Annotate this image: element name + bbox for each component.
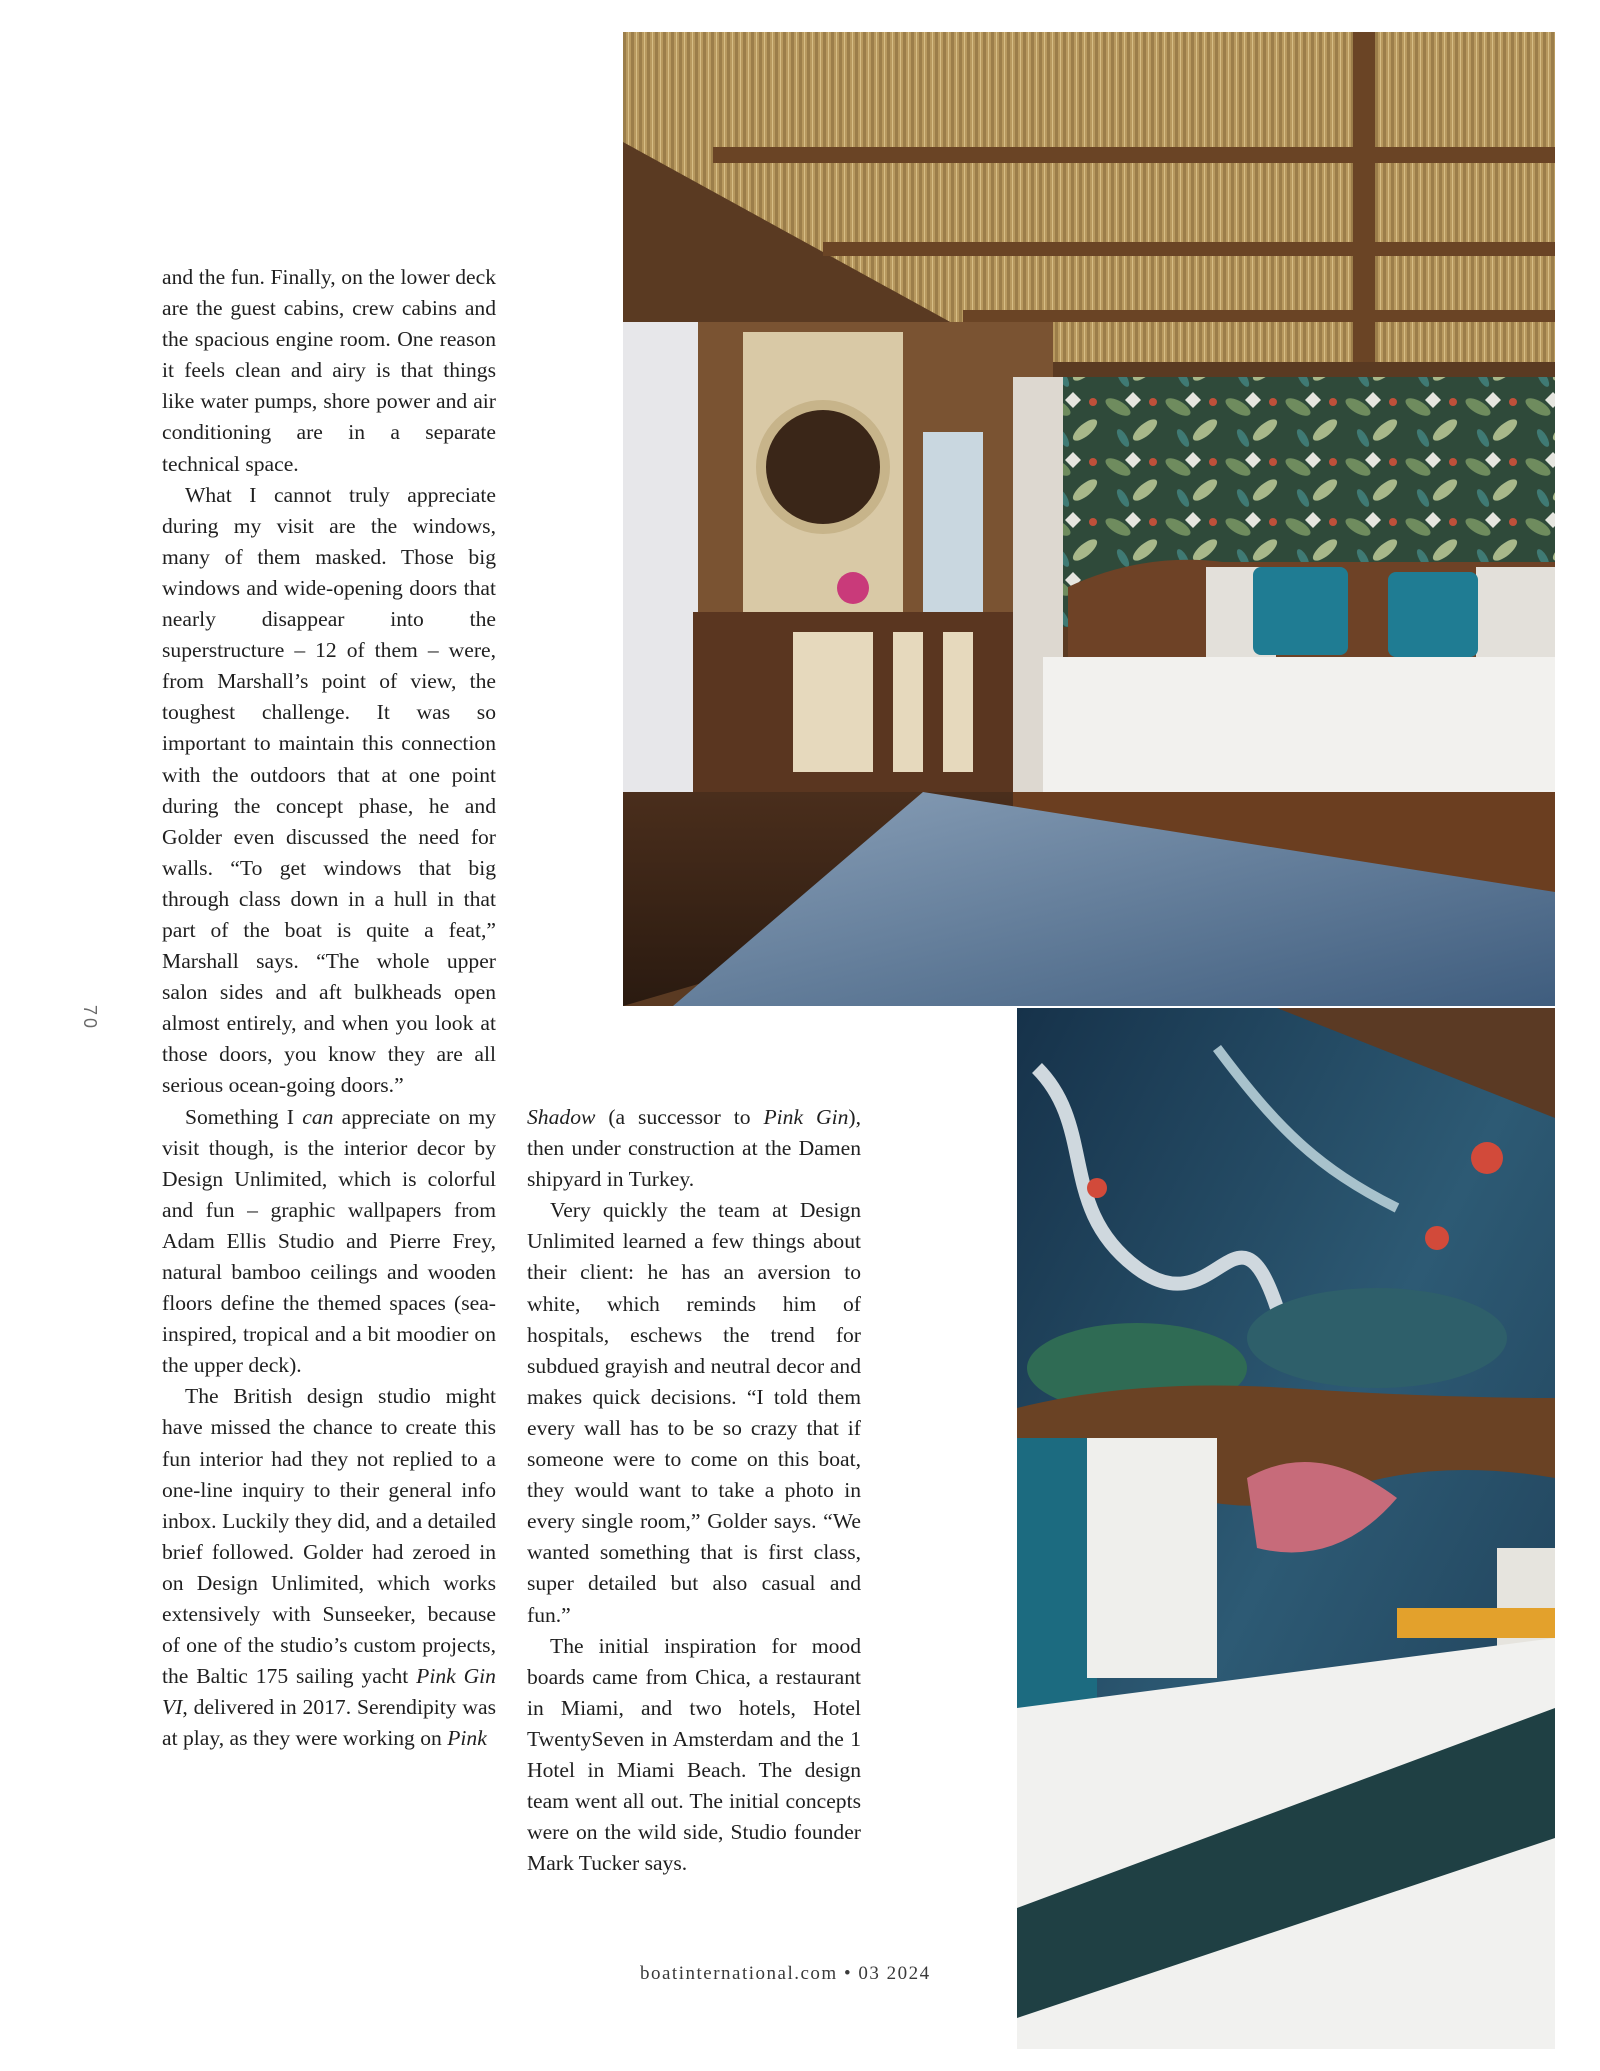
article-column-left — [162, 262, 496, 1755]
cabin-photo-bottom — [1017, 1008, 1555, 2049]
paragraph: What I cannot truly appreciate during my visit are the windows, many of them masked. Those big windows and wide-opening doors that nearly disappear into the superstructure – 12 of them – were, from Marshall’s point of view, the toughest challenge. It was so important to maintain this connection with the outdoors that at one point during the concept phase, he and Golder even discussed the need for walls. “To get windows that big through class down in a hull in that part of the boat is quite a feat,” Marshall says. “The whole upper salon sides and aft bulkheads open almost entirely, and when you look at those doors, you know they are all serious ocean-going doors.” — [162, 482, 496, 1098]
article-column-right — [527, 1102, 861, 1879]
footer-site: boatinternational.com — [640, 1963, 838, 1984]
paragraph: Shadow (a successor to Pink Gin), then under construction at the Damen shipyard in Turkey. — [527, 1105, 861, 1192]
paragraph: and the fun. Finally, on the lower deck are the guest cabins, crew cabins and the spacious engine room. One reason it feels clean and airy is that things like water pumps, shore power and air conditioning are in a separate technical space. — [162, 265, 496, 476]
paragraph: Very quickly the team at Design Unlimited learned a few things about their client: he has an aversion to white, which reminds him of hospitals, eschews the trend for subdued grayish and neutral decor and makes quick decisions. “I told them every wall has to be so crazy that if someone were to come on this boat, they would want to take a photo in every single room,” Golder says. “We wanted something that is first class, super detailed but also casual and fun.” — [527, 1198, 861, 1627]
footer-issue: 03 2024 — [858, 1963, 931, 1984]
paragraph: Something I can appreciate on my visit though, is the interior decor by Design Unlimited, which is colorful and fun – graphic wallpapers from Adam Ellis Studio and Pierre Frey, natural bamboo ceilings and wooden floors define the themed spaces (sea-inspired, tropical and a bit moodier on the upper deck). — [162, 1104, 496, 1378]
footer-separator: • — [843, 1963, 853, 1984]
footer — [640, 1963, 931, 1985]
paragraph: The initial inspiration for mood boards came from Chica, a restaurant in Miami, and two hotels, Hotel TwentySeven in Amsterdam and the 1 Hotel in Miami Beach. The design team went all out. The initial concepts were on the wild side, Studio founder Mark Tucker says. — [527, 1633, 861, 1876]
page-number: 70 — [80, 1005, 100, 1032]
paragraph: The British design studio might have missed the chance to create this fun interior had they not replied to a one-line inquiry to their general info inbox. Luckily they did, and a detailed brief followed. Golder had zeroed in on Design Unlimited, which works extensively with Sunseeker, because of one of the studio’s custom projects, the Baltic 175 sailing yacht Pink Gin VI, delivered in 2017. Serendipity was at play, as they were working on Pink — [162, 1384, 496, 1751]
cabin-photo-top — [623, 32, 1555, 1006]
